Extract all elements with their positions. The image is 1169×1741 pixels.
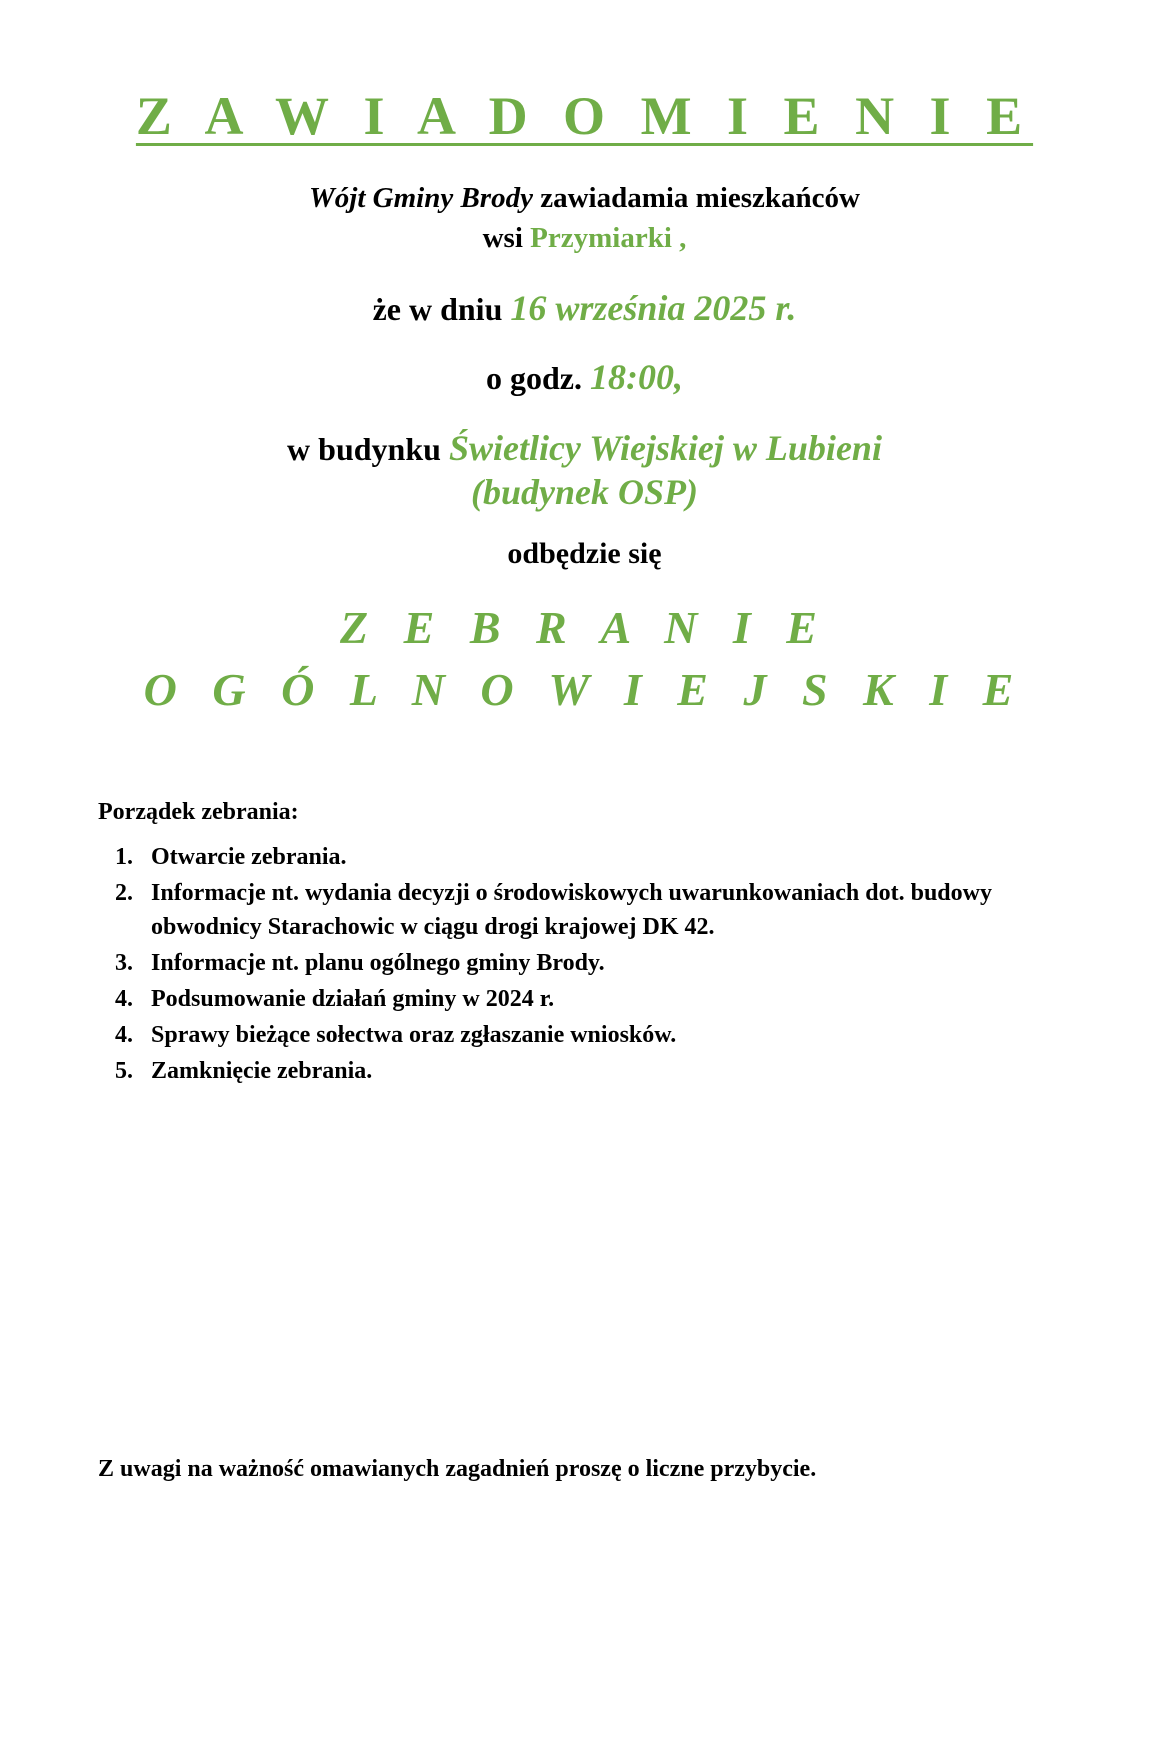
- intro-line-1-rest: zawiadamia mieszkańców: [532, 181, 860, 214]
- time-prefix: o godz.: [486, 360, 590, 397]
- agenda-list: [95, 840, 1074, 1089]
- authority-name: Wójt Gminy Brody: [309, 181, 533, 214]
- will-take-place-text: odbędzie się: [507, 536, 662, 570]
- list-item: [95, 840, 1074, 874]
- intro-line-2: [95, 219, 1074, 257]
- meeting-date-line: [95, 285, 1074, 332]
- list-item-text: Informacje nt. planu ogólnego gminy Brody.: [151, 950, 605, 977]
- village-name: Przymiarki ,: [530, 221, 687, 254]
- list-item-number: 1.: [115, 843, 133, 870]
- list-item-text: Sprawy bieżące sołectwa oraz zgłaszanie wniosków.: [151, 1022, 677, 1049]
- intro-line-1: [95, 179, 1074, 217]
- list-item: [95, 1018, 1074, 1052]
- list-item-text: Otwarcie zebrania.: [151, 843, 347, 870]
- headline-line-2: O G Ó L N O W I E J S K I E: [143, 663, 1026, 715]
- place-prefix: w budynku: [287, 430, 449, 467]
- meeting-venue-detail: (budynek OSP): [471, 471, 698, 512]
- list-item: [95, 1054, 1074, 1088]
- date-prefix: że w dniu: [372, 291, 511, 328]
- village-prefix: wsi: [482, 221, 531, 254]
- list-item-text: Zamknięcie zebrania.: [151, 1058, 373, 1085]
- meeting-time-line: [95, 354, 1074, 401]
- agenda-title: Porządek zebrania:: [98, 798, 299, 825]
- list-item-number: 5.: [115, 1058, 133, 1085]
- list-item-number: 2.: [115, 879, 133, 906]
- list-item: [95, 982, 1074, 1016]
- list-item-text: Informacje nt. wydania decyzji o środowiskowych uwarunkowaniach dot. budowy obwodnicy Starachowic w ciągu drogi krajowej DK 42.: [151, 879, 992, 940]
- page-title: Z A W I A D O M I E N I E: [135, 86, 1034, 146]
- closing-note: Z uwagi na ważność omawianych zagadnień proszę o liczne przybycie.: [98, 1456, 817, 1482]
- list-item: [95, 946, 1074, 980]
- list-item-number: 3.: [115, 950, 133, 977]
- meeting-venue: Świetlicy Wiejskiej w Lubieni: [448, 427, 882, 468]
- notice-document-page: [0, 88, 1169, 1741]
- list-item-text: Podsumowanie działań gminy w 2024 r.: [151, 986, 555, 1013]
- list-item-number: 4.: [115, 1022, 133, 1049]
- meeting-time: 18:00,: [590, 357, 683, 398]
- intro-paragraph: [95, 179, 1074, 258]
- list-item: [95, 876, 1074, 944]
- meeting-date: 16 września 2025 r.: [510, 288, 797, 329]
- list-item-number: 4.: [115, 986, 133, 1013]
- meeting-place-line: [95, 427, 1074, 471]
- headline-line-1: Z E B R A N I E: [340, 601, 829, 653]
